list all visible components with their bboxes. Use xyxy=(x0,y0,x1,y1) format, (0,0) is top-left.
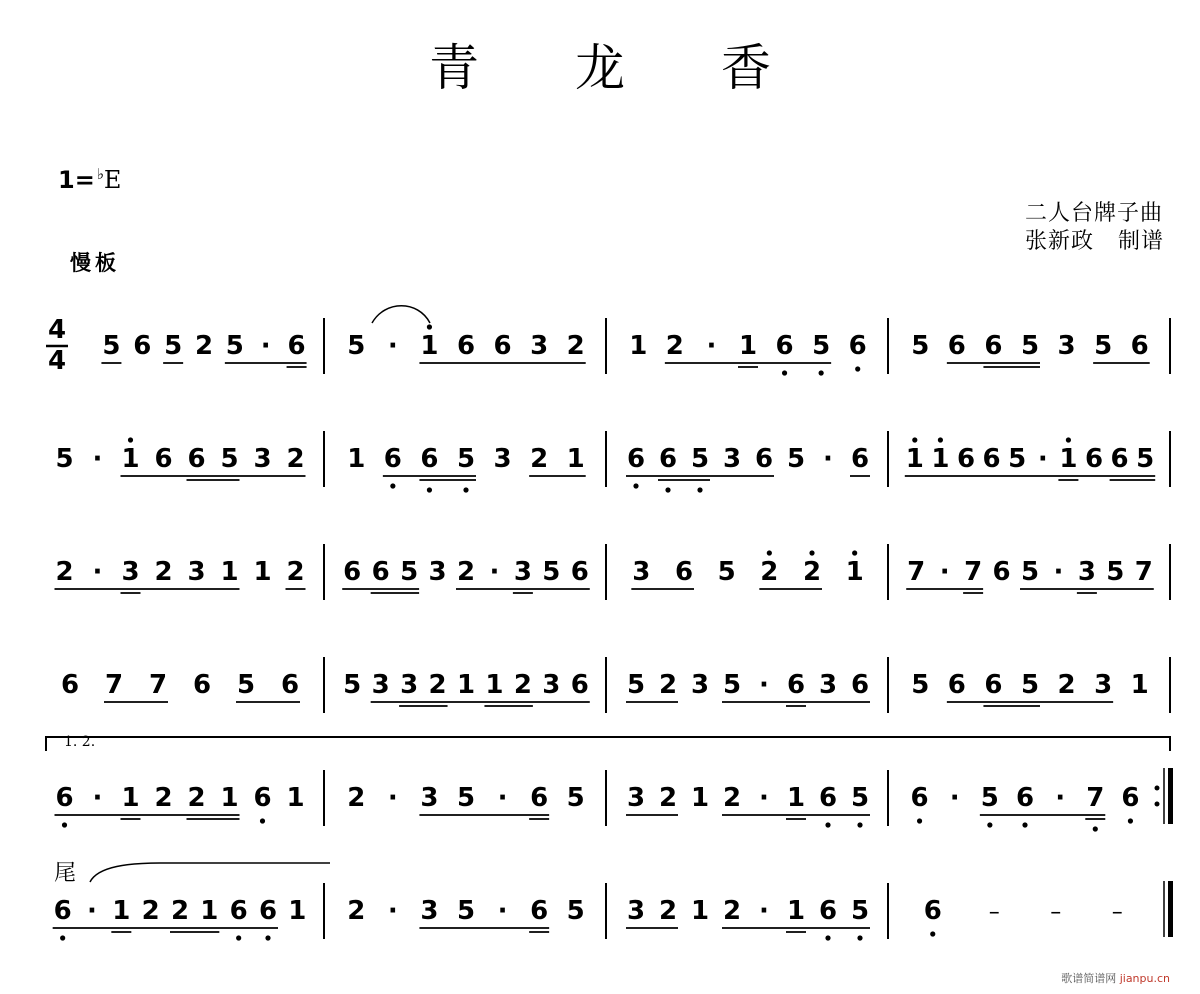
note: 6 xyxy=(850,444,870,474)
score-markings xyxy=(46,306,1173,937)
note: 1 xyxy=(121,444,140,474)
high-octave-dot xyxy=(809,550,814,555)
note: 5 xyxy=(225,331,244,361)
note: 1 xyxy=(253,557,272,587)
note: 6 xyxy=(1084,444,1104,474)
note: 2 xyxy=(802,557,822,587)
low-octave-dot xyxy=(260,818,265,823)
note: 6 xyxy=(420,444,439,474)
score-row xyxy=(55,770,1140,832)
tie-arc xyxy=(372,306,430,323)
low-octave-dot xyxy=(782,370,787,375)
augmentation-dot: · xyxy=(759,783,769,813)
note: 5 xyxy=(1020,670,1040,700)
note: 3 xyxy=(187,557,206,587)
note: 3 xyxy=(253,444,272,474)
note: 5 xyxy=(717,557,736,587)
note: 3 xyxy=(121,557,140,587)
note: 5 xyxy=(566,783,585,813)
note: 1 xyxy=(1130,670,1149,700)
composer-transcriber: 张新政 制谱 xyxy=(1025,229,1164,254)
augmentation-dot: · xyxy=(759,896,769,926)
augmentation-dot: · xyxy=(387,331,398,361)
note: 6 xyxy=(818,896,838,926)
note: 1 xyxy=(931,444,950,474)
note: 6 xyxy=(229,896,248,926)
note: 6 xyxy=(53,896,72,926)
note: 2 xyxy=(154,783,173,813)
note: 6 xyxy=(570,557,589,587)
note: 6 xyxy=(456,331,476,361)
note: 6 xyxy=(253,783,272,813)
key-prefix: 1= xyxy=(58,166,95,194)
note: 7 xyxy=(907,557,926,587)
high-octave-dot xyxy=(912,437,917,442)
high-octave-dot xyxy=(427,324,432,329)
note: 5 xyxy=(456,783,476,813)
note: 6 xyxy=(383,444,402,474)
note: 6 xyxy=(956,444,976,474)
augmentation-dot: · xyxy=(92,557,103,587)
watermark-cn: 歌谱简谱网 xyxy=(1061,972,1117,985)
note: 2 xyxy=(665,331,684,361)
note: 3 xyxy=(632,557,651,587)
augmentation-dot: · xyxy=(92,444,103,474)
note: 6 xyxy=(984,670,1003,700)
low-octave-dot xyxy=(390,483,395,488)
note: 7 xyxy=(964,557,983,587)
note: 1 xyxy=(420,331,439,361)
note: 5 xyxy=(164,331,183,361)
watermark xyxy=(1061,970,1170,986)
note: 6 xyxy=(493,331,512,361)
coda-slur xyxy=(90,863,330,882)
note: 6 xyxy=(775,331,794,361)
note: 1 xyxy=(121,783,140,813)
note: 1 xyxy=(286,783,305,813)
note: 1 xyxy=(690,783,710,813)
note: 6 xyxy=(992,557,1011,587)
note: 6 xyxy=(786,670,806,700)
low-octave-dot xyxy=(1093,826,1098,831)
note: 3 xyxy=(530,331,549,361)
augmentation-dot: · xyxy=(1053,557,1064,587)
note: 2 xyxy=(658,896,678,926)
note: 2 xyxy=(170,896,190,926)
note: 3 xyxy=(1057,331,1076,361)
note: 3 xyxy=(400,670,419,700)
low-octave-dot xyxy=(930,931,935,936)
note: 6 xyxy=(982,444,1001,474)
note: 1 xyxy=(905,444,924,474)
note: 3 xyxy=(420,783,439,813)
note: 5 xyxy=(1106,557,1125,587)
note: 6 xyxy=(258,896,278,926)
note: 5 xyxy=(400,557,419,587)
repeat-dot xyxy=(1155,786,1160,791)
low-octave-dot xyxy=(633,483,638,488)
low-octave-dot xyxy=(917,818,922,823)
score-row xyxy=(53,883,1123,941)
note: 1 xyxy=(220,783,239,813)
note: 6 xyxy=(674,557,694,587)
augmentation-dot: · xyxy=(387,896,398,926)
low-octave-dot xyxy=(857,935,862,940)
time-signature-denominator: 4 xyxy=(47,346,67,376)
note: 6 xyxy=(371,557,390,587)
note: 5 xyxy=(850,896,870,926)
note: 3 xyxy=(690,670,710,700)
low-octave-dot xyxy=(825,935,830,940)
note: 6 xyxy=(848,331,867,361)
note: 5 xyxy=(1136,444,1155,474)
note: 3 xyxy=(428,557,447,587)
low-octave-dot xyxy=(1022,822,1027,827)
note: 5 xyxy=(102,331,121,361)
augmentation-dot: · xyxy=(706,331,717,361)
note: 2 xyxy=(286,557,305,587)
augmentation-dot: · xyxy=(497,783,508,813)
low-octave-dot xyxy=(855,366,860,371)
low-octave-dot xyxy=(1128,818,1133,823)
note: 2 xyxy=(347,783,366,813)
note: 6 xyxy=(947,670,966,700)
note: 1 xyxy=(200,896,219,926)
note: 5 xyxy=(690,444,710,474)
note: 2 xyxy=(187,783,206,813)
note: 2 xyxy=(530,444,549,474)
low-octave-dot xyxy=(236,935,241,940)
repeat-dot xyxy=(1155,802,1160,807)
note: 6 xyxy=(570,670,589,700)
note: 2 xyxy=(566,331,585,361)
note: 5 xyxy=(786,444,806,474)
note: 1 xyxy=(786,896,806,926)
note: 5 xyxy=(236,670,256,700)
note: 6 xyxy=(923,896,942,926)
note: 6 xyxy=(910,783,929,813)
note: 5 xyxy=(456,896,476,926)
note: 5 xyxy=(347,331,366,361)
augmentation-dot: · xyxy=(489,557,500,587)
score-rows xyxy=(53,318,1170,941)
note: 1 xyxy=(288,896,307,926)
low-octave-dot xyxy=(60,935,65,940)
note: 6 xyxy=(626,444,646,474)
sustain-dash: – xyxy=(1050,900,1062,925)
augmentation-dot: · xyxy=(92,783,103,813)
flat-sign: ♭ xyxy=(96,165,104,183)
note: 2 xyxy=(154,557,173,587)
note: 5 xyxy=(850,783,870,813)
note: 6 xyxy=(984,331,1003,361)
high-octave-dot xyxy=(767,550,772,555)
tempo-marking: 慢板 xyxy=(70,251,120,275)
note: 1 xyxy=(1059,444,1078,474)
note: 5 xyxy=(1020,331,1040,361)
augmentation-dot: · xyxy=(87,896,97,926)
note: 6 xyxy=(850,670,870,700)
low-octave-dot xyxy=(987,822,992,827)
note: 2 xyxy=(428,670,447,700)
note: 5 xyxy=(566,896,585,926)
note: 5 xyxy=(1020,557,1040,587)
composer-source: 二人台牌子曲 xyxy=(1025,201,1164,226)
low-octave-dot xyxy=(697,487,702,492)
augmentation-dot: · xyxy=(260,331,271,361)
augmentation-dot: · xyxy=(1037,444,1048,474)
note: 5 xyxy=(1094,331,1113,361)
note: 5 xyxy=(343,670,362,700)
note: 6 xyxy=(947,331,966,361)
note: 2 xyxy=(55,557,74,587)
high-octave-dot xyxy=(852,550,857,555)
note: 1 xyxy=(112,896,131,926)
note: 7 xyxy=(104,670,124,700)
note: 3 xyxy=(420,896,439,926)
final-thick-line xyxy=(1168,881,1173,937)
augmentation-dot: · xyxy=(939,557,950,587)
note: 3 xyxy=(1094,670,1113,700)
note: 6 xyxy=(658,444,678,474)
note: 6 xyxy=(287,331,306,361)
note: 5 xyxy=(980,783,999,813)
repeat-end-thick-line xyxy=(1168,768,1173,824)
note: 3 xyxy=(542,670,561,700)
augmentation-dot: · xyxy=(497,896,508,926)
low-octave-dot xyxy=(857,822,862,827)
note: 1 xyxy=(456,670,476,700)
note: 3 xyxy=(1077,557,1096,587)
note: 6 xyxy=(343,557,362,587)
low-octave-dot xyxy=(819,370,824,375)
score-row xyxy=(55,431,1170,493)
note: 2 xyxy=(722,783,742,813)
note: 6 xyxy=(154,444,173,474)
note: 3 xyxy=(371,670,390,700)
volta-label: 1. 2. xyxy=(64,734,96,750)
note: 6 xyxy=(1121,783,1140,813)
note: 1 xyxy=(566,444,585,474)
note: 2 xyxy=(513,670,532,700)
low-octave-dot xyxy=(825,822,830,827)
sustain-dash: – xyxy=(1111,900,1123,925)
note: 6 xyxy=(1015,783,1035,813)
note: 3 xyxy=(513,557,532,587)
score-row xyxy=(101,318,1170,376)
note: 6 xyxy=(1110,444,1129,474)
note: 6 xyxy=(187,444,206,474)
low-octave-dot xyxy=(463,487,468,492)
note: 5 xyxy=(911,331,930,361)
note: 6 xyxy=(60,670,80,700)
time-signature-numerator: 4 xyxy=(47,315,67,345)
coda-label: 尾 xyxy=(54,861,77,886)
note: 1 xyxy=(690,896,710,926)
note: 2 xyxy=(658,783,678,813)
note: 2 xyxy=(194,331,214,361)
note: 1 xyxy=(220,557,239,587)
note: 2 xyxy=(658,670,678,700)
note: 1 xyxy=(347,444,366,474)
high-octave-dot xyxy=(1066,437,1071,442)
note: 3 xyxy=(626,896,646,926)
note: 7 xyxy=(1086,783,1105,813)
note: 5 xyxy=(722,670,742,700)
key-note: E xyxy=(103,166,122,194)
note: 3 xyxy=(818,670,838,700)
note: 1 xyxy=(845,557,864,587)
high-octave-dot xyxy=(128,437,133,442)
note: 5 xyxy=(812,331,831,361)
note: 3 xyxy=(626,783,646,813)
watermark-en: jianpu.cn xyxy=(1119,972,1170,985)
high-octave-dot xyxy=(938,437,943,442)
note: 2 xyxy=(1057,670,1076,700)
note: 3 xyxy=(493,444,512,474)
note: 6 xyxy=(818,783,838,813)
low-octave-dot xyxy=(265,935,270,940)
augmentation-dot: · xyxy=(949,783,960,813)
sustain-dash: – xyxy=(988,900,1000,925)
note: 7 xyxy=(1134,557,1153,587)
low-octave-dot xyxy=(665,487,670,492)
note: 1 xyxy=(738,331,758,361)
note: 1 xyxy=(786,783,806,813)
note: 6 xyxy=(133,331,152,361)
note: 1 xyxy=(629,331,648,361)
note: 6 xyxy=(530,896,549,926)
note: 2 xyxy=(347,896,366,926)
note: 5 xyxy=(626,670,646,700)
augmentation-dot: · xyxy=(759,670,769,700)
note: 6 xyxy=(754,444,774,474)
note: 3 xyxy=(722,444,742,474)
note: 5 xyxy=(220,444,239,474)
volta-bracket xyxy=(46,737,1170,751)
augmentation-dot: · xyxy=(1055,783,1066,813)
note: 5 xyxy=(55,444,74,474)
note: 5 xyxy=(1008,444,1027,474)
note: 6 xyxy=(280,670,300,700)
note: 2 xyxy=(760,557,779,587)
augmentation-dot: · xyxy=(823,444,833,474)
low-octave-dot xyxy=(427,487,432,492)
note: 5 xyxy=(542,557,561,587)
note: 2 xyxy=(456,557,476,587)
note: 2 xyxy=(286,444,305,474)
score-row xyxy=(61,657,1170,713)
note: 1 xyxy=(485,670,504,700)
note: 2 xyxy=(722,896,742,926)
note: 2 xyxy=(141,896,160,926)
note: 7 xyxy=(148,670,168,700)
song-title: 青龙香 xyxy=(429,39,867,97)
note: 6 xyxy=(55,783,74,813)
note: 6 xyxy=(192,670,212,700)
note: 6 xyxy=(530,783,549,813)
note: 6 xyxy=(1130,331,1149,361)
augmentation-dot: · xyxy=(387,783,398,813)
note: 5 xyxy=(456,444,476,474)
score-row xyxy=(55,544,1171,600)
note: 5 xyxy=(911,670,930,700)
low-octave-dot xyxy=(62,822,67,827)
